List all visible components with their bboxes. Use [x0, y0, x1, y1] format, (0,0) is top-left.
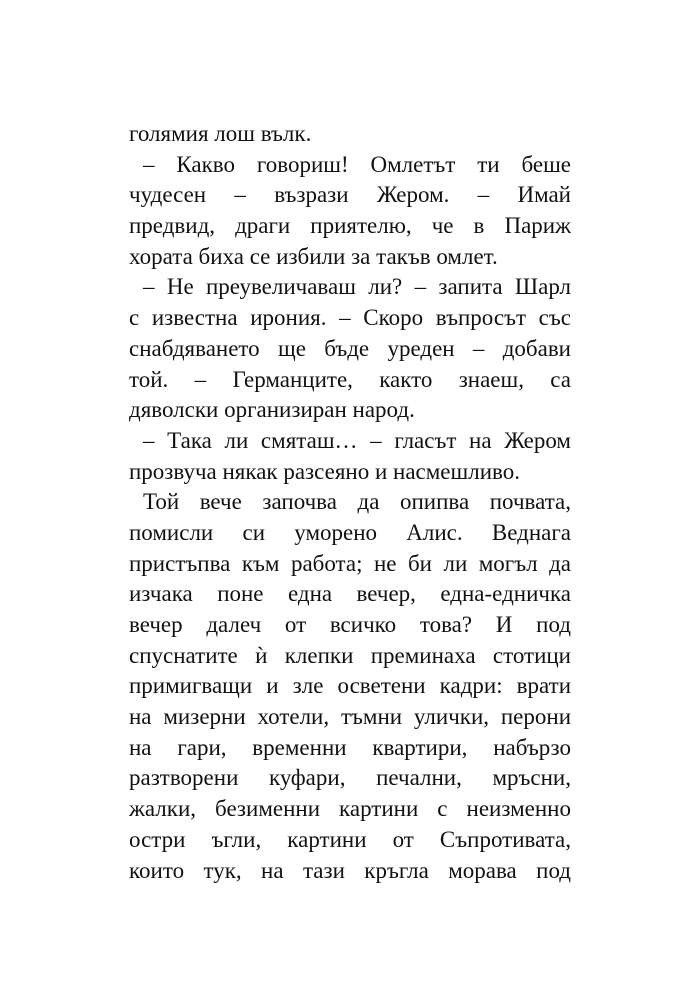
- text-line: с известна ирония. – Скоро въпросът със: [129, 305, 571, 331]
- text-line: остри ъгли, картини от Съпротивата,: [129, 826, 571, 852]
- text-line: жалки, безименни картини с неизменно: [129, 796, 571, 822]
- text-line: изчака поне една вечер, една-едничка: [129, 581, 571, 607]
- text-line: чудесен – възрази Жером. – Имай: [129, 182, 571, 208]
- text-line: дяволски организиран народ.: [129, 397, 415, 423]
- text-line: хората биха се избили за такъв омлет.: [129, 243, 498, 269]
- text-line: разтворени куфари, печални, мръсни,: [129, 765, 571, 791]
- text-line: примигващи и зле осветени кадри: врати: [129, 673, 571, 699]
- text-line: които тук, на тази кръгла морава под: [129, 857, 571, 883]
- text-line: на мизерни хотели, тъмни улички, перони: [129, 704, 571, 730]
- text-line: пристъпва към работа; не би ли могъл да: [129, 550, 571, 576]
- text-line: голямия лош вълк.: [129, 121, 312, 146]
- text-line: снабдяването ще бъде уреден – добави: [129, 335, 571, 361]
- text-line: Той вече започва да опипва почвата,: [143, 489, 571, 515]
- body-text: [129, 119, 571, 886]
- text-line: – Не преувеличаваш ли? – запита Шарл: [143, 274, 571, 300]
- text-line: предвид, драги приятелю, че в Париж: [129, 213, 571, 239]
- text-line: спуснатите ѝ клепки преминаха стотици: [129, 642, 571, 668]
- text-line: прозвуча някак разсеяно и насмешливо.: [129, 458, 520, 484]
- text-line: – Какво говориш! Омлетът ти беше: [143, 151, 571, 177]
- text-line: той. – Германците, както знаеш, са: [129, 366, 571, 392]
- text-line: на гари, временни квартири, набързо: [129, 734, 571, 760]
- text-line: вечер далеч от всичко това? И под: [129, 612, 571, 637]
- text-line: – Така ли смяташ… – гласът на Жером: [143, 427, 571, 453]
- text-line: помисли си уморено Алис. Веднага: [129, 519, 571, 545]
